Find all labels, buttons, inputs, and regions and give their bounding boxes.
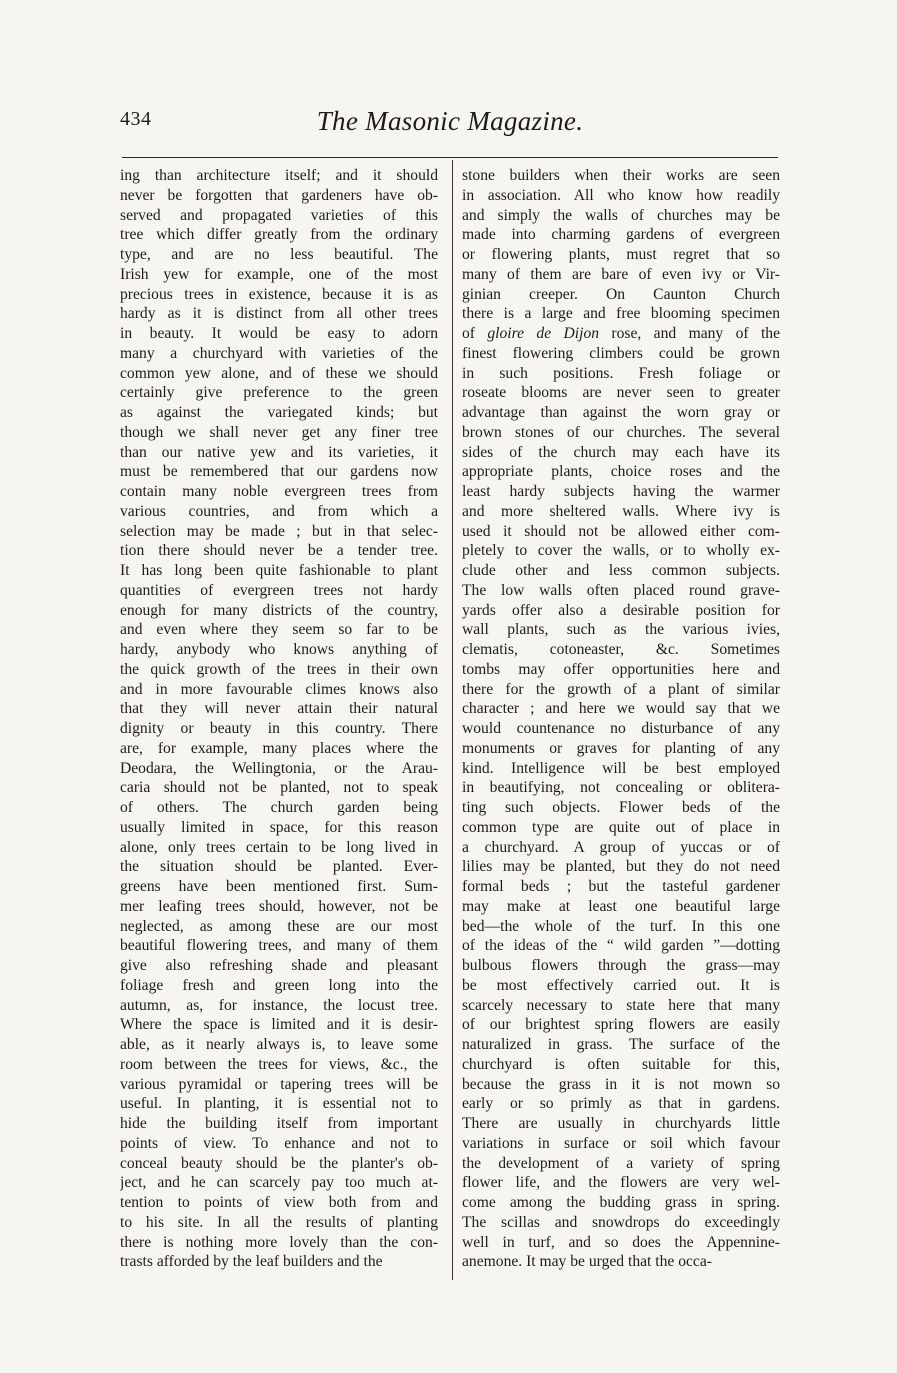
- text-line: dignity or beauty in this country. There: [120, 720, 438, 737]
- text-line: and more sheltered walls. Where ivy is: [462, 502, 780, 520]
- text-line: tombs may offer opportunities here and: [462, 660, 780, 678]
- text-line: naturalized in grass. The surface of the: [462, 1036, 780, 1053]
- left-column: [120, 166, 438, 1272]
- text-line: points of view. To enhance and not to: [120, 1134, 438, 1152]
- text-line: in such positions. Fresh foliage or: [462, 364, 780, 382]
- text-line: or flowering plants, must regret that so: [462, 246, 780, 263]
- text-line: The scillas and snowdrops do exceedingly: [462, 1213, 780, 1231]
- text-line: common type are quite out of place in: [462, 818, 780, 836]
- text-line: tention to points of view both from and: [120, 1194, 438, 1211]
- text-line: the development of a variety of spring: [462, 1154, 780, 1172]
- text-line: though we shall never get any finer tree: [120, 423, 438, 441]
- text-line: yards offer also a desirable position for: [462, 601, 780, 619]
- italic-rose-name: gloire de Dijon: [487, 325, 600, 342]
- text-line: There are usually in churchyards little: [462, 1115, 780, 1132]
- text-line: because the grass in it is not mown so: [462, 1075, 780, 1093]
- text-line: ject, and he can scarcely pay too much at-: [120, 1174, 438, 1192]
- page-number: 434: [120, 108, 152, 130]
- text-line: served and propagated varieties of this: [120, 206, 438, 224]
- text-line: a churchyard. A group of yuccas or of: [462, 838, 780, 856]
- page-header: [120, 108, 780, 142]
- text-line: that they will never attain their natural: [120, 700, 438, 718]
- text-line: of our brightest spring flowers are easily: [462, 1016, 780, 1034]
- text-line: of gloire de Dijon rose, and many of the: [462, 325, 780, 342]
- text-line: would countenance no disturbance of any: [462, 720, 780, 737]
- text-line: enough for many districts of the country,: [120, 601, 438, 619]
- text-line: stone builders when their works are seen: [462, 167, 780, 184]
- text-line: there for the growth of a plant of similar: [462, 680, 780, 698]
- text-line: come among the budding grass in spring.: [462, 1194, 780, 1211]
- text-line: as against the variegated kinds; but: [120, 404, 438, 421]
- text-line: in beauty. It would be easy to adorn: [120, 325, 438, 342]
- text-line: room between the trees for views, &c., the: [120, 1055, 438, 1073]
- text-line: wall plants, such as the various ivies,: [462, 621, 780, 639]
- text-line: quantities of evergreen trees not hardy: [120, 581, 438, 599]
- text-line: there is nothing more lovely than the con-: [120, 1233, 438, 1251]
- text-line: usually limited in space, for this reason: [120, 818, 438, 836]
- text-line: must be remembered that our gardens now: [120, 463, 438, 481]
- text-line: selection may be made ; but in that selec-: [120, 522, 438, 540]
- text-line: beautiful flowering trees, and many of them: [120, 937, 438, 955]
- text-line: may make at least one beautiful large: [462, 897, 780, 915]
- text-line: neglected, as among these are our most: [120, 917, 438, 935]
- text-line: monuments or graves for planting of any: [462, 739, 780, 757]
- text-line: foliage fresh and green long into the: [120, 976, 438, 994]
- text-line: certainly give preference to the green: [120, 384, 438, 402]
- text-line: of others. The church garden being: [120, 799, 438, 816]
- text-line: precious trees in existence, because it is as: [120, 285, 438, 303]
- text-line: various countries, and from which a: [120, 502, 438, 520]
- text-line: of the ideas of the “ wild garden ”—dotting: [462, 937, 780, 955]
- text-line: The low walls often placed round grave-: [462, 581, 780, 599]
- text-line: ing than architecture itself; and it should: [120, 167, 438, 184]
- column-divider: [452, 160, 453, 1280]
- text-line: and simply the walls of churches may be: [462, 206, 780, 224]
- text-line: clude other and less common subjects.: [462, 562, 780, 579]
- text-line: advantage than against the worn gray or: [462, 404, 780, 421]
- running-title: The Masonic Magazine.: [316, 106, 584, 136]
- text-line: hide the building itself from important: [120, 1115, 438, 1132]
- text-line: Where the space is limited and it is desir-: [120, 1016, 438, 1034]
- text-line: be most effectively carried out. It is: [462, 976, 780, 994]
- text-line: type, and are no less beautiful. The: [120, 246, 438, 263]
- text-line: Irish yew for example, one of the most: [120, 265, 438, 283]
- text-line: give also refreshing shade and pleasant: [120, 957, 438, 974]
- text-line: many of them are bare of even ivy or Vir-: [462, 265, 780, 283]
- text-line: lilies may be planted, but they do not need: [462, 858, 780, 876]
- text-line: formal beds ; but the tasteful gardener: [462, 878, 780, 895]
- text-line: alone, only trees certain to be long lived in: [120, 838, 438, 856]
- text-line: made into charming gardens of evergreen: [462, 226, 780, 244]
- text-line: useful. In planting, it is essential not to: [120, 1095, 438, 1113]
- text-line: caria should not be planted, not to speak: [120, 779, 438, 797]
- text-line: scarcely necessary to state here that many: [462, 996, 780, 1014]
- text-line: ginian creeper. On Caunton Church: [462, 285, 780, 303]
- text-line: variations in surface or soil which favour: [462, 1134, 780, 1152]
- text-line: to his site. In all the results of planting: [120, 1213, 438, 1231]
- text-line: than our native yew and its varieties, it: [120, 443, 438, 461]
- text-line: conceal beauty should be the planter's ob-: [120, 1154, 438, 1172]
- text-line: churchyard is often suitable for this,: [462, 1055, 780, 1073]
- text-line: kind. Intelligence will be best employed: [462, 759, 780, 777]
- text-line: tion there should never be a tender tree.: [120, 542, 438, 560]
- text-line: Deodara, the Wellingtonia, or the Arau-: [120, 759, 438, 777]
- text-line: pletely to cover the walls, or to wholly ex-: [462, 542, 780, 560]
- text-line: hardy as it is distinct from all other trees: [120, 305, 438, 323]
- text-line: least hardy subjects having the warmer: [462, 483, 780, 500]
- text-line: early or so primly as that in gardens.: [462, 1095, 780, 1113]
- text-line: trasts afforded by the leaf builders and the: [120, 1253, 383, 1271]
- text-line: in beautifying, not concealing or oblitera-: [462, 779, 780, 797]
- text-line: common yew alone, and of these we should: [120, 364, 438, 382]
- text-line: well in turf, and so does the Appennine-: [462, 1233, 780, 1251]
- text-line: clematis, cotoneaster, &c. Sometimes: [462, 641, 780, 658]
- text-line: hardy, anybody who knows anything of: [120, 641, 438, 658]
- header-rule: [122, 157, 778, 158]
- text-line: never be forgotten that gardeners have ob-: [120, 186, 438, 204]
- text-line: flower life, and the flowers are very wel-: [462, 1174, 780, 1192]
- text-line: used it should not be allowed either com-: [462, 522, 780, 540]
- text-line: the situation should be planted. Ever-: [120, 858, 438, 876]
- text-line: autumn, as, for instance, the locust tree.: [120, 996, 438, 1014]
- text-line: roseate blooms are never seen to greater: [462, 384, 780, 402]
- text-line: in association. All who know how readily: [462, 186, 780, 204]
- text-line: and in more favourable climes knows also: [120, 680, 438, 698]
- text-line: It has long been quite fashionable to plant: [120, 562, 438, 579]
- text-line: contain many noble evergreen trees from: [120, 483, 438, 500]
- text-line: mer leafing trees should, however, not be: [120, 897, 438, 915]
- text-line: the quick growth of the trees in their own: [120, 660, 438, 678]
- text-line: character ; and here we would say that we: [462, 700, 780, 718]
- text-line: greens have been mentioned first. Sum-: [120, 878, 438, 895]
- text-line: able, as it nearly always is, to leave some: [120, 1036, 438, 1053]
- text-line: anemone. It may be urged that the occa-: [462, 1253, 712, 1271]
- text-line: there is a large and free blooming specimen: [462, 305, 780, 323]
- text-line: tree which differ greatly from the ordinary: [120, 226, 438, 244]
- text-line: various pyramidal or tapering trees will be: [120, 1075, 438, 1093]
- text-line: bed—the whole of the turf. In this one: [462, 917, 780, 935]
- text-line: bulbous flowers through the grass—may: [462, 957, 780, 974]
- right-column: [462, 166, 780, 1272]
- text-line: ting such objects. Flower beds of the: [462, 799, 780, 816]
- text-line: and even where they seem so far to be: [120, 621, 438, 639]
- text-line: sides of the church may each have its: [462, 443, 780, 461]
- text-line: appropriate plants, choice roses and the: [462, 463, 780, 481]
- text-line: brown stones of our churches. The several: [462, 423, 780, 441]
- text-line: are, for example, many places where the: [120, 739, 438, 757]
- text-line: finest flowering climbers could be grown: [462, 344, 780, 362]
- text-line: many a churchyard with varieties of the: [120, 344, 438, 362]
